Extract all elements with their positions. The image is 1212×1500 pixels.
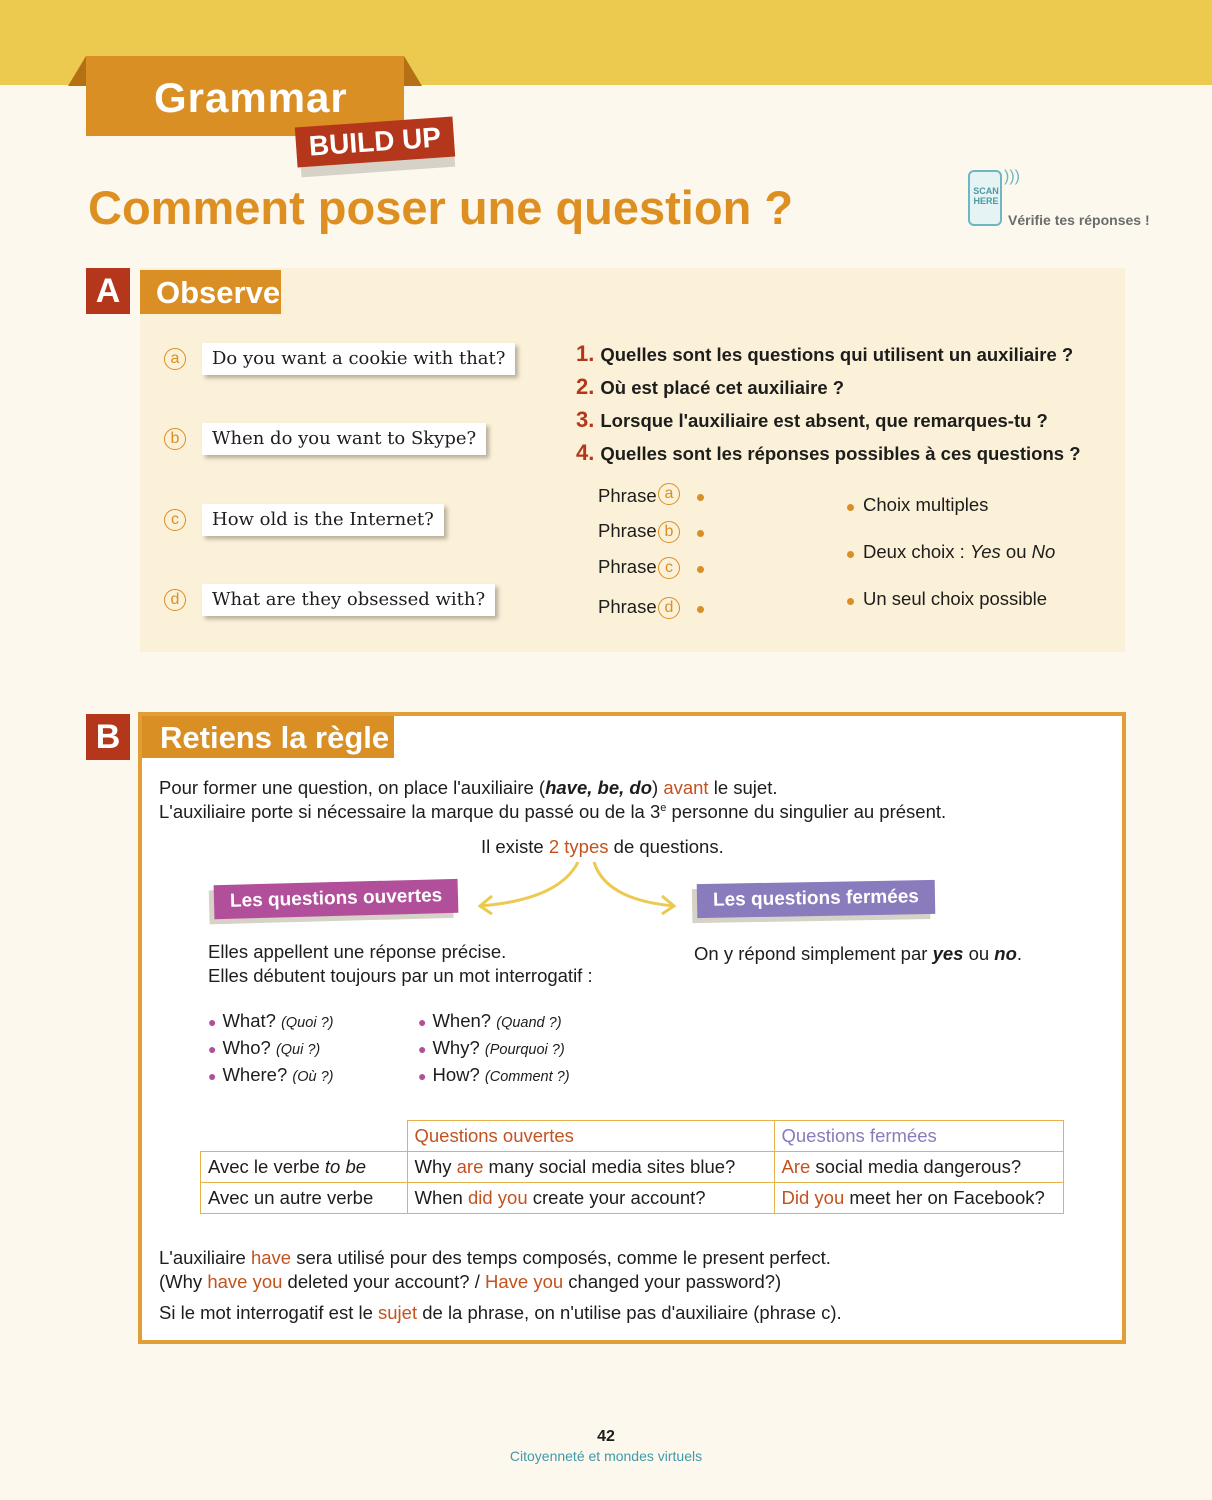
phrase-marker-d: d	[658, 597, 680, 619]
sentence-marker-d: d	[164, 589, 186, 611]
match-dot-choice-3[interactable]	[847, 598, 854, 605]
word-why: ● Why? (Pourquoi ?)	[418, 1037, 565, 1058]
match-dot-phrase-d[interactable]	[697, 606, 704, 613]
sentence-a: Do you want a cookie with that?	[202, 343, 515, 375]
section-b-letter: B	[86, 714, 130, 760]
word-where: ● Where? (Où ?)	[208, 1064, 334, 1085]
open-desc-2: Elles débutent toujours par un mot interrogatif :	[208, 965, 593, 986]
word-what: ● What? (Quoi ?)	[208, 1010, 334, 1031]
choice-single: Un seul choix possible	[863, 588, 1048, 609]
example-open-other-verb: When did you create your account?	[407, 1183, 774, 1214]
example-open-to-be: Why are many social media sites blue?	[407, 1152, 774, 1183]
choice-two: Deux choix : Yes ou No	[863, 541, 1056, 562]
question-types-table	[200, 1120, 1064, 1214]
table-row	[201, 1152, 1064, 1183]
note-have-2: (Why have you deleted your account? / Have you changed your password?)	[159, 1271, 782, 1292]
sentence-marker-c: c	[164, 509, 186, 531]
sentence-marker-a: a	[164, 348, 186, 370]
page-number: 42	[597, 1428, 615, 1445]
phrase-label-c: Phrase	[598, 556, 657, 577]
sentence-b: When do you want to Skype?	[202, 423, 486, 455]
scan-here-label: SCAN HERE	[973, 186, 999, 206]
grammar-heading: Grammar	[154, 74, 348, 121]
phrase-label-a: Phrase	[598, 485, 657, 506]
question-4: 4. Quelles sont les réponses possibles à ces questions ?	[576, 440, 1081, 465]
example-closed-to-be: Are social media dangerous?	[774, 1152, 1063, 1183]
example-closed-other-verb: Did you meet her on Facebook?	[774, 1183, 1063, 1214]
tab-fold-left	[68, 56, 86, 86]
split-arrows-icon	[470, 858, 690, 920]
choice-multiple: Choix multiples	[863, 494, 989, 515]
word-when: ● When? (Quand ?)	[418, 1010, 562, 1031]
phrase-marker-c: c	[658, 557, 680, 579]
header-open-questions: Questions ouvertes	[407, 1121, 774, 1152]
phrase-marker-a: a	[658, 483, 680, 505]
match-dot-phrase-b[interactable]	[697, 530, 704, 537]
word-how: ● How? (Comment ?)	[418, 1064, 570, 1085]
table-header-row	[201, 1121, 1064, 1152]
phrase-label-d: Phrase	[598, 596, 657, 617]
chapter-title: Citoyenneté et mondes virtuels	[509, 1448, 703, 1464]
table-row	[201, 1183, 1064, 1214]
open-desc-1: Elles appellent une réponse précise.	[208, 941, 507, 962]
rule-intro-line-2: L'auxiliaire porte si nécessaire la marque du passé ou de la 3e personne du singulier au présent.	[159, 801, 947, 822]
section-a-label: Observe	[140, 270, 281, 314]
note-have-1: L'auxiliaire have sera utilisé pour des temps composés, comme le present perfect.	[159, 1247, 831, 1268]
build-up-badge: BUILD UP	[295, 117, 455, 168]
two-types-line: Il existe 2 types de questions.	[481, 836, 724, 857]
match-dot-choice-1[interactable]	[847, 504, 854, 511]
row-label-to-be: Avec le verbe to be	[201, 1152, 408, 1183]
sentence-c: How old is the Internet?	[202, 504, 444, 536]
verify-answers-link[interactable]: Vérifie tes réponses !	[1008, 212, 1150, 228]
tab-fold-right	[404, 56, 422, 86]
rule-intro-line-1: Pour former une question, on place l'auxiliaire (have, be, do) avant le sujet.	[159, 777, 778, 798]
question-1: 1. Quelles sont les questions qui utilisent un auxiliaire ?	[576, 341, 1074, 366]
signal-icon: )))	[1004, 168, 1020, 185]
table-corner	[201, 1121, 408, 1152]
sentence-d: What are they obsessed with?	[202, 584, 495, 616]
word-who: ● Who? (Qui ?)	[208, 1037, 321, 1058]
match-dot-phrase-a[interactable]	[697, 494, 704, 501]
closed-desc: On y répond simplement par yes ou no.	[694, 943, 1023, 964]
note-subject: Si le mot interrogatif est le sujet de la phrase, on n'utilise pas d'auxiliaire (phrase c).	[159, 1302, 842, 1323]
header-closed-questions: Questions fermées	[774, 1121, 1063, 1152]
section-a-letter: A	[86, 268, 130, 314]
sentence-marker-b: b	[164, 428, 186, 450]
phrase-label-b: Phrase	[598, 520, 657, 541]
closed-questions-label: Les questions fermées	[697, 880, 935, 918]
match-dot-choice-2[interactable]	[847, 551, 854, 558]
page-title: Comment poser une question ?	[88, 181, 794, 234]
open-questions-label: Les questions ouvertes	[214, 879, 459, 919]
question-3: 3. Lorsque l'auxiliaire est absent, que remarques-tu ?	[576, 407, 1048, 432]
row-label-other-verb: Avec un autre verbe	[201, 1183, 408, 1214]
question-2: 2. Où est placé cet auxiliaire ?	[576, 374, 845, 399]
match-dot-phrase-c[interactable]	[697, 566, 704, 573]
phrase-marker-b: b	[658, 521, 680, 543]
section-b-label: Retiens la règle	[142, 716, 394, 758]
